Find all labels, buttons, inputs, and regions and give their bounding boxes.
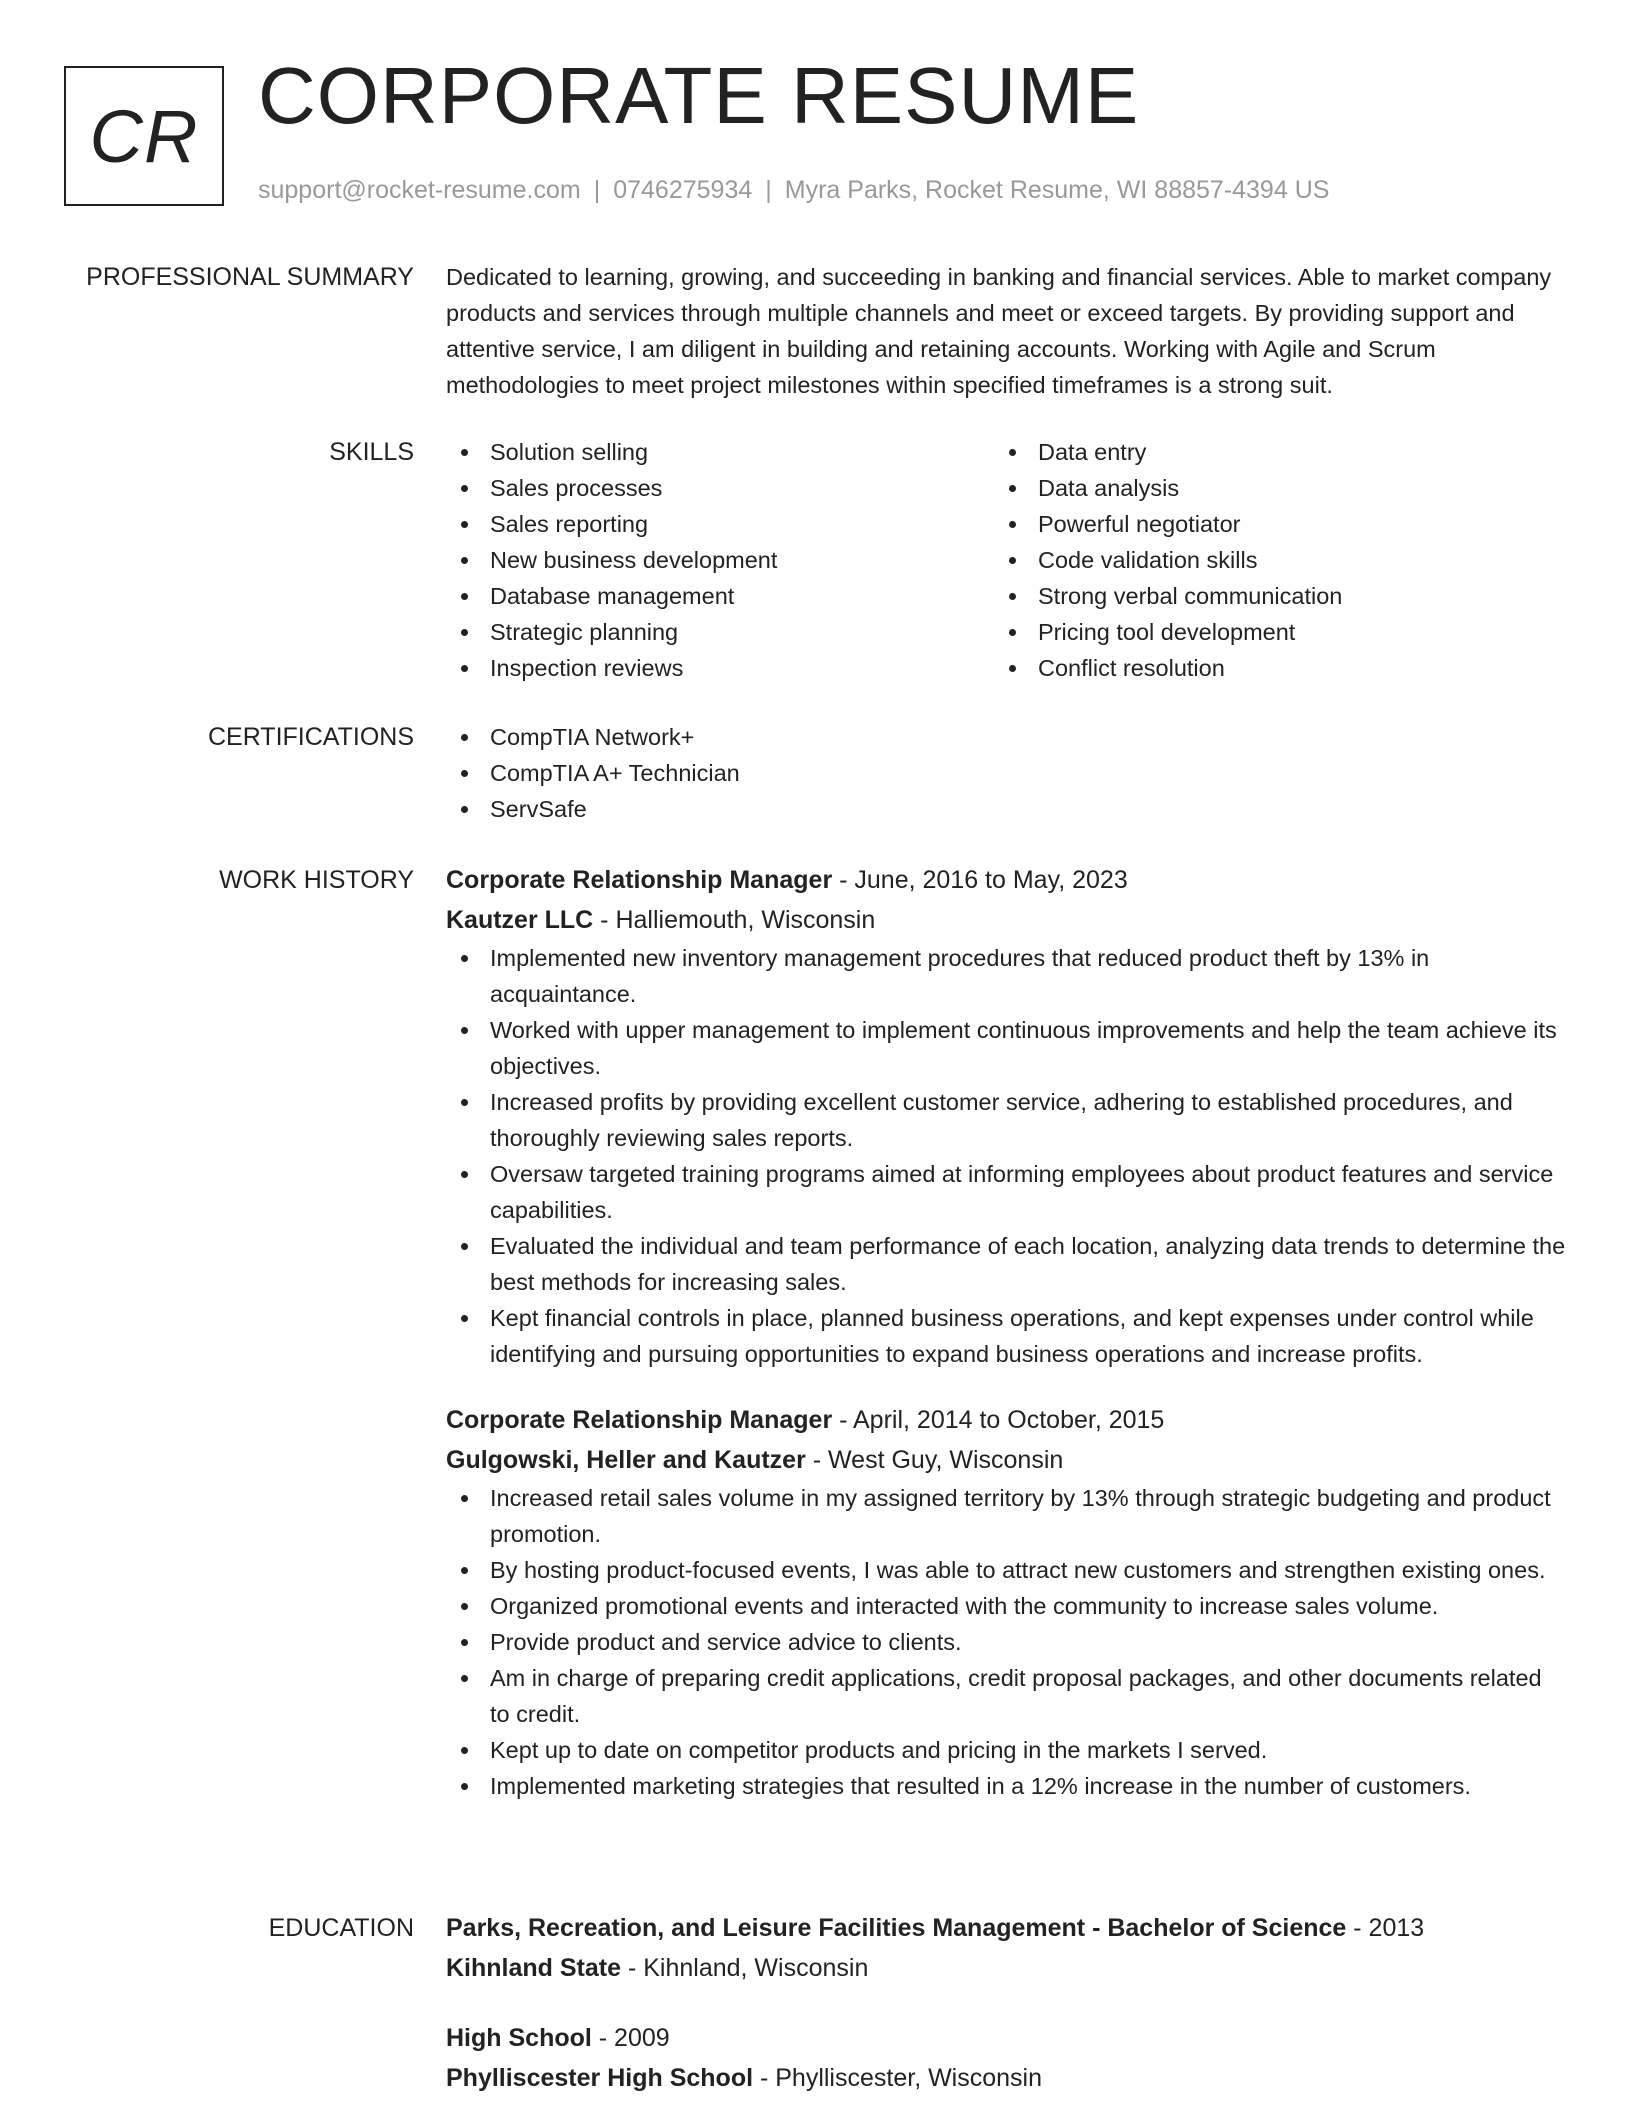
education-school: Kihnland State: [446, 1954, 622, 1982]
skill-item: Code validation skills: [994, 542, 1542, 578]
job-bullet: Implemented new inventory management procedures that reduced product theft by 13% in acquaintance.: [446, 940, 1566, 1012]
job-dates: - April, 2014 to October, 2015: [832, 1406, 1165, 1434]
contact-email[interactable]: support@rocket-resume.com: [258, 176, 581, 204]
summary-paragraph: Dedicated to learning, growing, and succeeding in banking and financial services. Able to market company products and services through multiple channels and meet or exceed targets. By providing support and attentive service, I am diligent in building and retaining accounts. Working with Agile and Scrum methodologies to meet project milestones within specified timeframes is a strong suit.: [446, 264, 1552, 398]
job-company: Gulgowski, Heller and Kautzer: [446, 1446, 806, 1474]
education-school: Phylliscester High School: [446, 2064, 754, 2092]
job-bullet: Implemented marketing strategies that resulted in a 12% increase in the number of customers.: [446, 1768, 1566, 1804]
education-entry: [446, 1908, 1566, 1988]
skills-column-2: [994, 434, 1542, 686]
job-entry: [446, 1400, 1566, 1804]
job-bullet: Organized promotional events and interacted with the community to increase sales volume.: [446, 1588, 1566, 1624]
job-bullet: Increased retail sales volume in my assigned territory by 13% through strategic budgeting and product promotion.: [446, 1480, 1566, 1552]
skill-item: Sales processes: [446, 470, 994, 506]
job-company-line: [446, 900, 1566, 940]
skill-item: Strategic planning: [446, 614, 994, 650]
job-bullets: [446, 1480, 1566, 1804]
skill-item: Data analysis: [994, 470, 1542, 506]
job-bullet: By hosting product-focused events, I was able to attract new customers and strengthen existing ones.: [446, 1552, 1566, 1588]
job-bullet: Oversaw targeted training programs aimed at informing employees about product features and service capabilities.: [446, 1156, 1566, 1228]
skill-item: Sales reporting: [446, 506, 994, 542]
certification-item: ServSafe: [446, 791, 1566, 827]
education-degree-line: [446, 2018, 1566, 2058]
section-label-summary: PROFESSIONAL SUMMARY: [86, 263, 414, 291]
education-year: - 2013: [1346, 1914, 1425, 1942]
job-title: Corporate Relationship Manager: [446, 866, 833, 894]
contact-phone[interactable]: 0746275934: [613, 176, 753, 204]
job-bullet: Kept up to date on competitor products and pricing in the markets I served.: [446, 1732, 1566, 1768]
job-title-line: [446, 860, 1566, 900]
job-company-line: [446, 1440, 1566, 1480]
section-label-education: EDUCATION: [268, 1914, 414, 1942]
job-bullets: [446, 940, 1566, 1372]
job-location: - Halliemouth, Wisconsin: [593, 906, 876, 934]
skills-column-1: [446, 434, 994, 686]
resume-title: CORPORATE RESUME: [258, 51, 1140, 140]
education-degree: High School: [446, 2024, 592, 2052]
certification-item: CompTIA Network+: [446, 719, 1566, 755]
skill-item: Powerful negotiator: [994, 506, 1542, 542]
education-entry: [446, 2018, 1566, 2098]
education-year: - 2009: [591, 2024, 670, 2052]
skill-item: New business development: [446, 542, 994, 578]
education-location: - Kihnland, Wisconsin: [621, 1954, 869, 1982]
certifications-list: [446, 719, 1566, 827]
education-location: - Phylliscester, Wisconsin: [753, 2064, 1042, 2092]
skills-list: [446, 434, 1566, 686]
contact-address: Myra Parks, Rocket Resume, WI 88857-4394 US: [784, 176, 1330, 204]
job-entry: [446, 860, 1566, 1372]
section-label-certifications: CERTIFICATIONS: [207, 723, 414, 751]
job-title-line: [446, 1400, 1566, 1440]
education-list: [446, 1908, 1566, 2098]
job-title: Corporate Relationship Manager: [446, 1406, 833, 1434]
work-history-list: [446, 860, 1566, 1804]
contact-separator: |: [593, 176, 601, 204]
education-school-line: [446, 2058, 1566, 2098]
job-bullet: Provide product and service advice to clients.: [446, 1624, 1566, 1660]
education-school-line: [446, 1948, 1566, 1988]
skill-item: Strong verbal communication: [994, 578, 1542, 614]
section-label-skills: SKILLS: [329, 438, 414, 466]
job-bullet: Evaluated the individual and team performance of each location, analyzing data trends to determine the best methods for increasing sales.: [446, 1228, 1566, 1300]
contact-separator: |: [765, 176, 772, 204]
education-degree-line: [446, 1908, 1566, 1948]
job-bullet: Kept financial controls in place, planned business operations, and kept expenses under control while identifying and pursuing opportunities to expand business operations and increase profits.: [446, 1300, 1566, 1372]
job-company: Kautzer LLC: [446, 906, 594, 934]
monogram-logo: CR: [64, 66, 224, 206]
job-bullet: Worked with upper management to implement continuous improvements and help the team achieve its objectives.: [446, 1012, 1566, 1084]
job-location: - West Guy, Wisconsin: [805, 1446, 1064, 1474]
education-degree: Parks, Recreation, and Leisure Facilities Management - Bachelor of Science: [446, 1914, 1347, 1942]
skill-item: Database management: [446, 578, 994, 614]
summary-text: [446, 259, 1566, 403]
skill-item: Inspection reviews: [446, 650, 994, 686]
job-bullet: Increased profits by providing excellent customer service, adhering to established procedures, and thoroughly reviewing sales reports.: [446, 1084, 1566, 1156]
skill-item: Data entry: [994, 434, 1542, 470]
skill-item: Pricing tool development: [994, 614, 1542, 650]
skill-item: Solution selling: [446, 434, 994, 470]
certification-item: CompTIA A+ Technician: [446, 755, 1566, 791]
section-label-work-history: WORK HISTORY: [219, 866, 414, 894]
job-bullet: Am in charge of preparing credit applications, credit proposal packages, and other documents related to credit.: [446, 1660, 1566, 1732]
skill-item: Conflict resolution: [994, 650, 1542, 686]
contact-line: [258, 176, 1329, 205]
job-dates: - June, 2016 to May, 2023: [832, 866, 1128, 894]
